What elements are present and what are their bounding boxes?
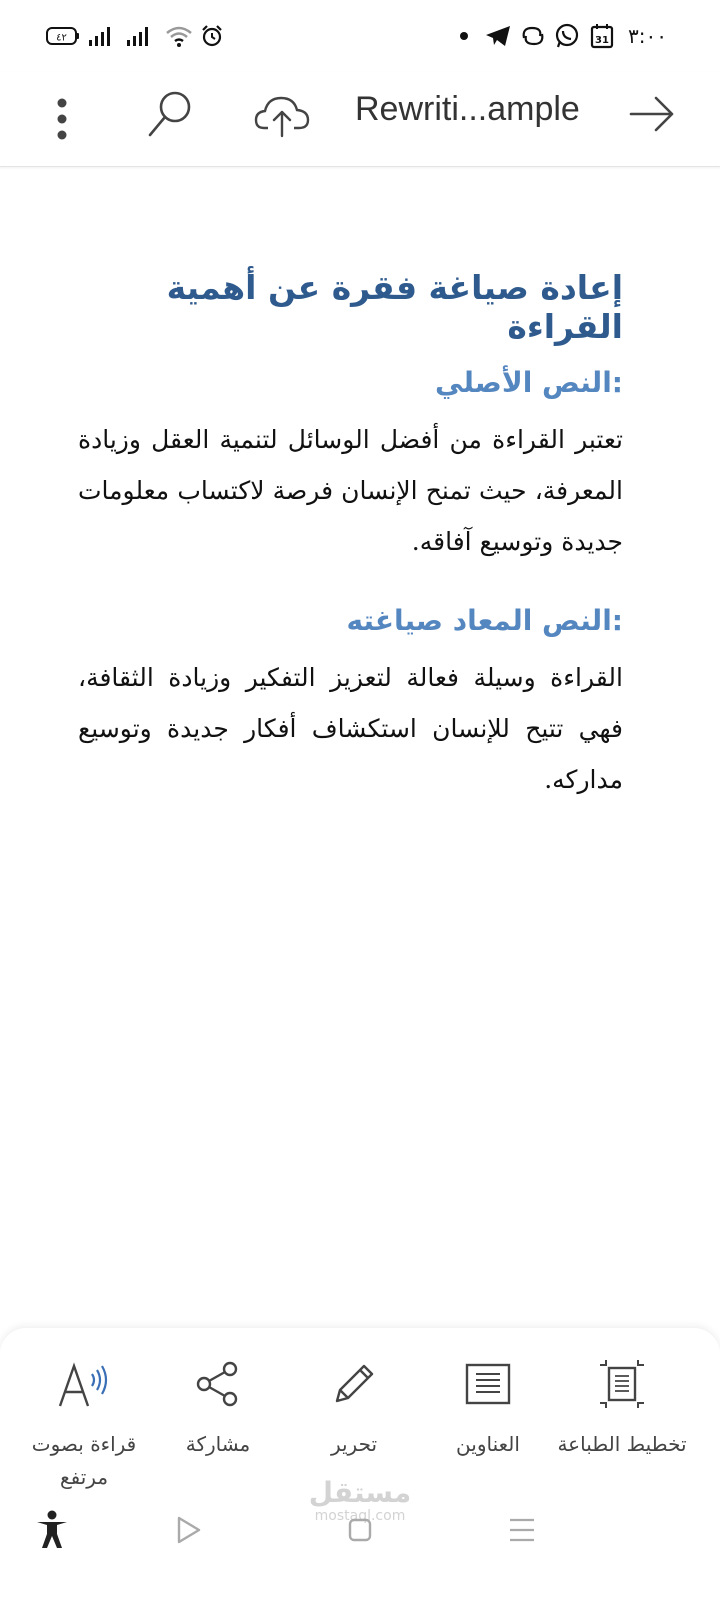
print-layout-icon [554,1356,690,1412]
watermark-arabic: مستقل [308,1476,412,1509]
read-aloud-icon [16,1356,152,1412]
system-nav-bar [0,1498,720,1560]
share-button[interactable] [150,1356,286,1461]
read-aloud-button[interactable] [16,1356,152,1494]
watermark-latin: mostaql.com [314,1508,406,1524]
home-square-icon[interactable] [338,1508,382,1552]
play-icon[interactable] [166,1508,210,1552]
calendar-icon [590,20,614,52]
menu-lines-icon[interactable] [500,1508,544,1552]
document-title[interactable]: Rewriti...ample [355,90,580,128]
battery-icon [46,20,80,52]
top-app-bar [0,72,720,167]
accessibility-icon[interactable] [30,1508,74,1552]
headings-icon [420,1356,556,1412]
read-aloud-label: قراءة بصوت مرتفع [31,1432,137,1489]
status-bar [0,0,720,72]
clock-time: ٣:٠٠ [628,24,667,48]
headings-button[interactable] [420,1356,556,1461]
edit-button[interactable] [286,1356,422,1461]
share-label: مشاركة [185,1432,251,1456]
pencil-icon [286,1356,422,1412]
section-heading-rewritten: :النص المعاد صياغته [346,604,623,637]
battery-level: ٤٢ [56,32,67,44]
signal-icon [88,20,116,52]
document-heading: إعادة صياغة فقرة عن أهمية القراءة [166,268,623,346]
rewritten-paragraph: القراءة وسيلة فعالة لتعزيز التفكير وزيادة الثقافة، فهي تتيح للإنسان استكشاف أفكار جديدة وتوسيع مداركه. [78,663,623,794]
cloud-upload-icon[interactable] [252,88,312,144]
whatsapp-icon [554,20,580,52]
wifi-icon [164,20,194,52]
telegram-icon [484,20,512,52]
search-icon[interactable] [142,86,198,142]
calendar-date: 31 [595,35,609,46]
forward-arrow-icon[interactable] [626,88,678,140]
alarm-icon [200,20,224,52]
notification-dot [458,20,470,52]
original-paragraph: تعتبر القراءة من أفضل الوسائل لتنمية العقل وزيادة المعرفة، حيث تمنح الإنسان فرصة لاكتساب معلومات جديدة وتوسيع آفاقه. [78,425,623,556]
app-icon [520,20,546,52]
headings-label: العناوين [456,1432,520,1456]
edit-label: تحرير [330,1432,378,1456]
section-heading-original: :النص الأصلي [435,366,623,399]
share-icon [150,1356,286,1412]
print-layout-button[interactable] [554,1356,690,1461]
more-options-icon[interactable] [40,90,84,148]
print-layout-label: تخطيط الطباعة [557,1432,687,1456]
signal-icon-2 [126,20,154,52]
